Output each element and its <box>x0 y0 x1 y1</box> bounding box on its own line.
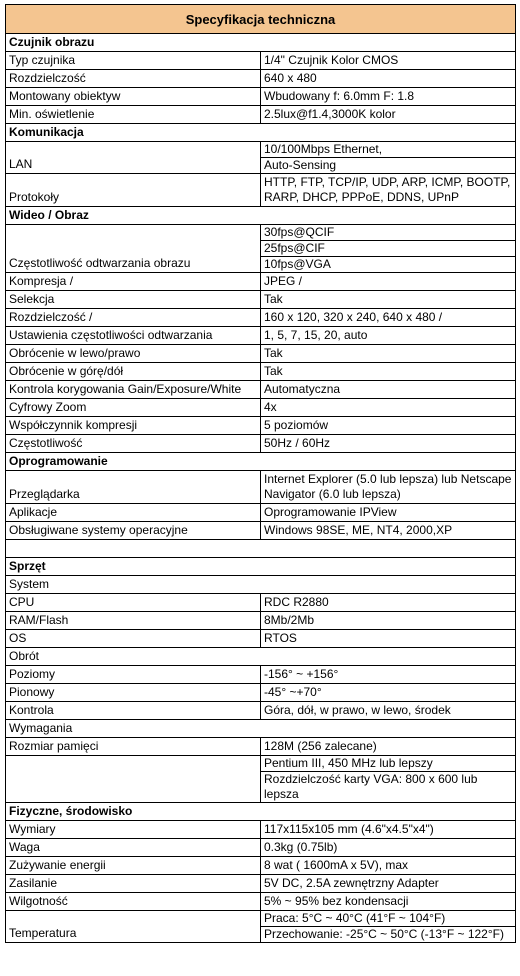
table-row <box>6 417 516 435</box>
spec-value: 160 x 120, 320 x 240, 640 x 480 / <box>261 309 516 327</box>
spec-label: Min. oświetlenie <box>6 106 261 124</box>
section-header-row <box>6 453 516 471</box>
table-row <box>6 738 516 756</box>
table-row <box>6 702 516 720</box>
section-header: Komunikacja <box>6 124 516 142</box>
spec-value: 8Mb/2Mb <box>261 612 516 630</box>
section-header-row <box>6 207 516 225</box>
spec-label: Częstotliwość odtwarzania obrazu <box>6 225 261 273</box>
spec-value: Oprogramowanie IPView <box>261 504 516 522</box>
table-row <box>6 345 516 363</box>
spec-label: CPU <box>6 594 261 612</box>
spec-value <box>261 225 516 273</box>
spec-value: Windows 98SE, ME, NT4, 2000,XP <box>261 522 516 540</box>
table-row <box>6 471 516 504</box>
table-row <box>6 70 516 88</box>
spec-value-line: Przechowanie: -25°C ~ 50°C (-13°F ~ 122°F) <box>261 926 515 942</box>
spec-value-line: Praca: 5°C ~ 40°C (41°F ~ 104°F) <box>264 911 446 925</box>
table-row <box>6 893 516 911</box>
spec-label: RAM/Flash <box>6 612 261 630</box>
table-row <box>6 106 516 124</box>
spec-value: Góra, dół, w prawo, w lewo, środek <box>261 702 516 720</box>
spec-label: Obrócenie w lewo/prawo <box>6 345 261 363</box>
spec-value: 50Hz / 60Hz <box>261 435 516 453</box>
section-header: Sprzęt <box>6 558 516 576</box>
spec-value <box>261 756 516 803</box>
section-header: Fizyczne, środowisko <box>6 803 516 821</box>
spec-label: Montowany obiektyw <box>6 88 261 106</box>
table-row <box>6 225 516 273</box>
spec-value <box>261 911 516 943</box>
table-row <box>6 666 516 684</box>
subsection-header: System <box>6 576 516 594</box>
spec-label: Rozdzielczość / <box>6 309 261 327</box>
spec-value-line: 30fps@QCIF <box>264 225 335 239</box>
table-row <box>6 504 516 522</box>
spec-value: 5 poziomów <box>261 417 516 435</box>
section-header-row <box>6 34 516 52</box>
spec-label: Kontrola korygowania Gain/Exposure/White <box>6 381 261 399</box>
section-header: Czujnik obrazu <box>6 34 516 52</box>
table-row <box>6 857 516 875</box>
spec-value-line: 25fps@CIF <box>261 240 515 256</box>
spec-label: Rozmiar pamięci <box>6 738 261 756</box>
spec-label: LAN <box>6 142 261 174</box>
spec-value: Tak <box>261 345 516 363</box>
spec-value: 640 x 480 <box>261 70 516 88</box>
table-title: Specyfikacja techniczna <box>6 5 516 34</box>
spec-label: Wilgotność <box>6 893 261 911</box>
spec-label: Obsługiwane systemy operacyjne <box>6 522 261 540</box>
spec-value: 128M (256 zalecane) <box>261 738 516 756</box>
table-row <box>6 309 516 327</box>
subsection-header-row <box>6 576 516 594</box>
spec-label: Poziomy <box>6 666 261 684</box>
spec-label: Cyfrowy Zoom <box>6 399 261 417</box>
spec-label <box>6 756 261 803</box>
spec-value: 1/4" Czujnik Kolor CMOS <box>261 52 516 70</box>
spec-value <box>261 142 516 174</box>
spec-label: Temperatura <box>6 911 261 943</box>
blank-row <box>6 540 516 558</box>
spec-label: Przeglądarka <box>6 471 261 504</box>
spec-value: 5V DC, 2.5A zewnętrzny Adapter <box>261 875 516 893</box>
table-row <box>6 142 516 174</box>
subsection-header-row <box>6 648 516 666</box>
blank-cell <box>6 540 516 558</box>
spec-value: Tak <box>261 363 516 381</box>
spec-value: 4x <box>261 399 516 417</box>
table-row <box>6 756 516 803</box>
spec-table <box>5 4 516 943</box>
table-row <box>6 821 516 839</box>
subsection-header: Wymagania <box>6 720 516 738</box>
table-title-row <box>6 5 516 34</box>
spec-label: Kompresja / <box>6 273 261 291</box>
table-row <box>6 630 516 648</box>
spec-label: Protokoły <box>6 174 261 207</box>
spec-label: Waga <box>6 839 261 857</box>
spec-label: Selekcja <box>6 291 261 309</box>
table-row <box>6 911 516 943</box>
table-row <box>6 174 516 207</box>
table-row <box>6 522 516 540</box>
spec-value: HTTP, FTP, TCP/IP, UDP, ARP, ICMP, BOOTP, RARP, DHCP, PPPoE, DDNS, UPnP <box>261 174 516 207</box>
spec-table-body <box>6 5 516 943</box>
table-row <box>6 594 516 612</box>
spec-value: Internet Explorer (5.0 lub lepsza) lub Netscape Navigator (6.0 lub lepsza) <box>261 471 516 504</box>
spec-value: JPEG / <box>261 273 516 291</box>
table-row <box>6 435 516 453</box>
spec-value: RTOS <box>261 630 516 648</box>
subsection-header: Obrót <box>6 648 516 666</box>
table-row <box>6 363 516 381</box>
spec-value: 117x115x105 mm (4.6"x4.5"x4") <box>261 821 516 839</box>
spec-value-line: Pentium III, 450 MHz lub lepszy <box>264 756 433 770</box>
spec-label: Współczynnik kompresji <box>6 417 261 435</box>
spec-value-line: 10/100Mbps Ethernet, <box>264 142 383 156</box>
table-row <box>6 399 516 417</box>
table-row <box>6 88 516 106</box>
spec-value: RDC R2880 <box>261 594 516 612</box>
table-row <box>6 612 516 630</box>
table-row <box>6 327 516 345</box>
table-row <box>6 839 516 857</box>
spec-value: 8 wat ( 1600mA x 5V), max <box>261 857 516 875</box>
spec-label: Kontrola <box>6 702 261 720</box>
table-row <box>6 291 516 309</box>
spec-value: Tak <box>261 291 516 309</box>
spec-label: Wymiary <box>6 821 261 839</box>
spec-value: Automatyczna <box>261 381 516 399</box>
section-header-row <box>6 803 516 821</box>
spec-label: Zużywanie energii <box>6 857 261 875</box>
spec-value: 2.5lux@f1.4,3000K kolor <box>261 106 516 124</box>
section-header: Wideo / Obraz <box>6 207 516 225</box>
section-header-row <box>6 124 516 142</box>
spec-value: 1, 5, 7, 15, 20, auto <box>261 327 516 345</box>
spec-value: Wbudowany f: 6.0mm F: 1.8 <box>261 88 516 106</box>
spec-label: OS <box>6 630 261 648</box>
spec-label: Obrócenie w górę/dół <box>6 363 261 381</box>
spec-value-line: 10fps@VGA <box>261 256 515 272</box>
spec-value: 0.3kg (0.75lb) <box>261 839 516 857</box>
table-row <box>6 273 516 291</box>
spec-value: -45° ~+70° <box>261 684 516 702</box>
spec-value-line: Rozdzielczość karty VGA: 800 x 600 lub lepsza <box>261 771 515 802</box>
spec-label: Zasilanie <box>6 875 261 893</box>
table-row <box>6 684 516 702</box>
spec-value: -156° ~ +156° <box>261 666 516 684</box>
spec-label: Pionowy <box>6 684 261 702</box>
spec-value-line: Auto-Sensing <box>261 157 515 173</box>
table-row <box>6 875 516 893</box>
spec-label: Rozdzielczość <box>6 70 261 88</box>
section-header: Oprogramowanie <box>6 453 516 471</box>
spec-label: Częstotliwość <box>6 435 261 453</box>
spec-label: Typ czujnika <box>6 52 261 70</box>
table-row <box>6 381 516 399</box>
spec-value: 5% ~ 95% bez kondensacji <box>261 893 516 911</box>
spec-label: Aplikacje <box>6 504 261 522</box>
spec-label: Ustawienia częstotliwości odtwarzania <box>6 327 261 345</box>
table-row <box>6 52 516 70</box>
section-header-row <box>6 558 516 576</box>
subsection-header-row <box>6 720 516 738</box>
